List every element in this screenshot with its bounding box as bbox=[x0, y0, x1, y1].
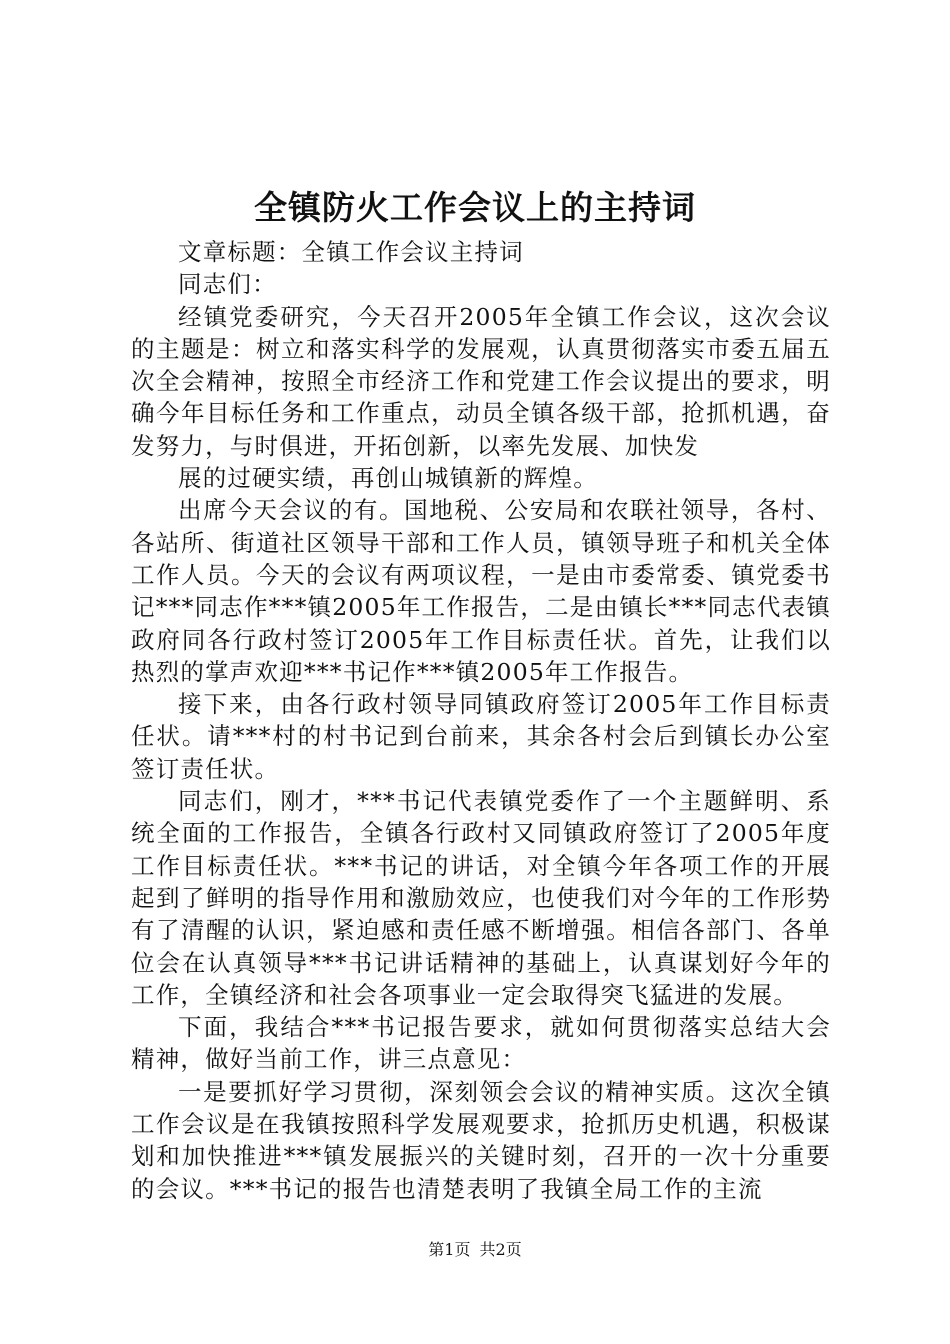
paragraph-article-title: 文章标题：全镇工作会议主持词 bbox=[178, 238, 524, 266]
paragraph-meeting-theme-continued: 展的过硬实绩，再创山城镇新的辉煌。 bbox=[178, 464, 598, 493]
paragraph-responsibility-signing: 接下来，由各行政村领导同镇政府签订2005年工作目标责任状。请***村的村书记到台前来，其余各村会后到镇长办公室签订责任状。 bbox=[131, 690, 831, 783]
page-footer bbox=[0, 1238, 950, 1262]
page-number-total: 共2页 bbox=[479, 1240, 522, 1259]
paragraph-point-one: 一是要抓好学习贯彻，深刻领会会议的精神实质。这次全镇工作会议是在我镇按照科学发展观要求，抢抓历史机遇，积极谋划和加快推进***镇发展振兴的关键时刻，召开的一次十分重要的会议。***书记的报告也清楚表明了我镇全局工作的主流 bbox=[131, 1077, 831, 1203]
paragraph-three-points-intro: 下面，我结合***书记报告要求，就如何贯彻落实总结大会精神，做好当前工作，讲三点意见： bbox=[131, 1013, 831, 1074]
paragraph-salutation: 同志们： bbox=[178, 270, 277, 299]
page-number-current: 第1页 bbox=[428, 1240, 471, 1259]
paragraph-report-summary: 同志们，刚才，***书记代表镇党委作了一个主题鲜明、系统全面的工作报告，全镇各行政村又同镇政府签订了2005年度工作目标责任状。***书记的讲话，对全镇今年各项工作的开展起到了鲜明的指导作用和激励效应，也使我们对今年的工作形势有了清醒的认识，紧迫感和责任感不断增强。相信各部门、各单位会在认真领导***书记讲话精神的基础上，认真谋划好今年的工作，全镇经济和社会各项事业一定会取得突飞猛进的发展。 bbox=[131, 787, 831, 1009]
document-body bbox=[131, 236, 831, 1205]
document-title: 全镇防火工作会议上的主持词 bbox=[254, 188, 696, 227]
paragraph-attendees-agenda: 出席今天会议的有。国地税、公安局和农联社领导，各村、各站所、街道社区领导干部和工作人员，镇领导班子和机关全体工作人员。今天的会议有两项议程，一是由市委常委、镇党委书记***同志作***镇2005年工作报告，二是由镇长***同志代表镇政府同各行政村签订2005年工作目标责任状。首先，让我们以热烈的掌声欢迎***书记作***镇2005年工作报告。 bbox=[131, 496, 831, 686]
paragraph-meeting-theme: 经镇党委研究，今天召开2005年全镇工作会议，这次会议的主题是：树立和落实科学的发展观，认真贯彻落实市委五届五次全会精神，按照全市经济工作和党建工作会议提出的要求，明确今年目标任务和工作重点，动员全镇各级干部，抢抓机遇，奋发努力，与时俱进，开拓创新，以率先发展、加快发 bbox=[131, 302, 831, 460]
